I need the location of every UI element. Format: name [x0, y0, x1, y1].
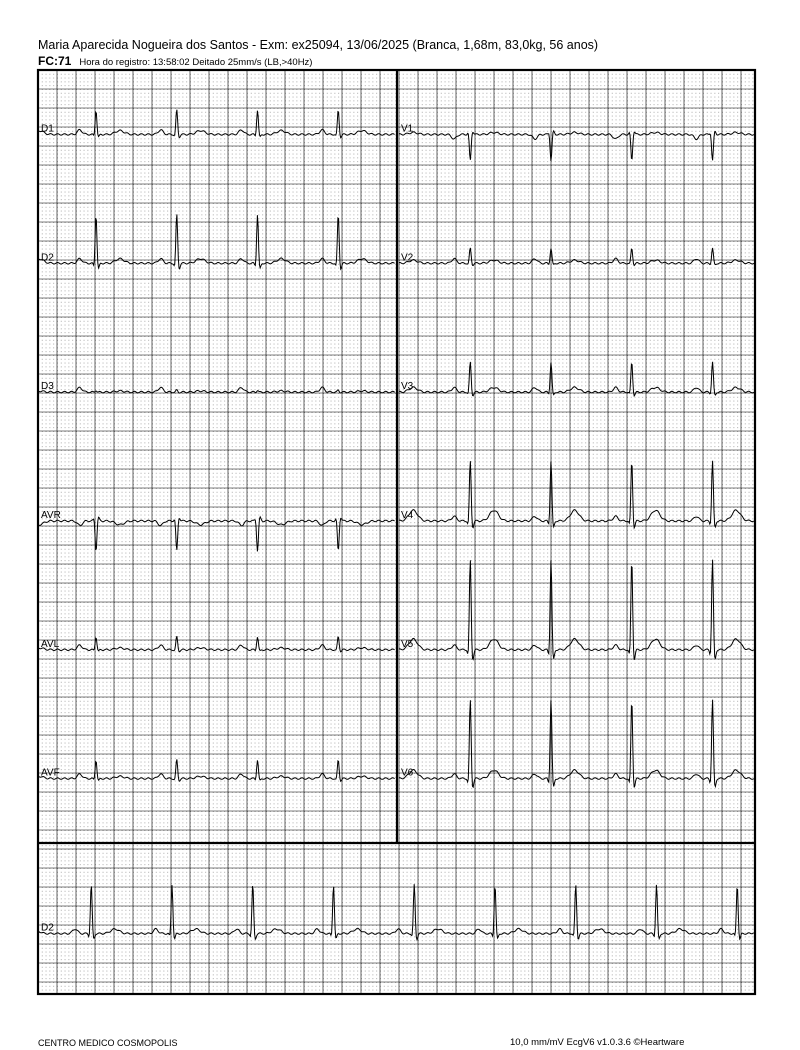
lead-label-right-v3: V3 — [401, 381, 414, 393]
lead-label-left-d1: D1 — [41, 123, 54, 135]
lead-label-right-v5: V5 — [401, 638, 414, 650]
calibration-version: 10,0 mm/mV EcgV6 v1.0.3.6 ©Heartware — [510, 1037, 685, 1048]
clinic-name: CENTRO MEDICO COSMOPOLIS — [38, 1038, 178, 1048]
lead-label-right-v2: V2 — [401, 252, 414, 264]
record-details: Hora do registro: 13:58:02 Deitado 25mm/s (LB,>40Hz) — [79, 57, 313, 68]
lead-label-right-v1: V1 — [401, 123, 414, 135]
lead-label-left-d3: D3 — [41, 381, 54, 393]
patient-info-line: Maria Aparecida Nogueira dos Santos - Exm: ex25094, 13/06/2025 (Branca, 1,68m, 83,0kg, 56 anos) — [38, 38, 599, 52]
lead-label-right-v6: V6 — [401, 767, 414, 779]
lead-label-right-v4: V4 — [401, 509, 414, 521]
heart-rate-label: FC:71 — [38, 54, 72, 68]
lead-label-left-avl: AVL — [41, 638, 60, 650]
lead-label-left-avr: AVR — [41, 509, 61, 521]
lead-label-left-avf: AVF — [41, 767, 60, 779]
lead-label-rhythm-d2: D2 — [41, 922, 54, 934]
lead-label-left-d2: D2 — [41, 252, 54, 264]
